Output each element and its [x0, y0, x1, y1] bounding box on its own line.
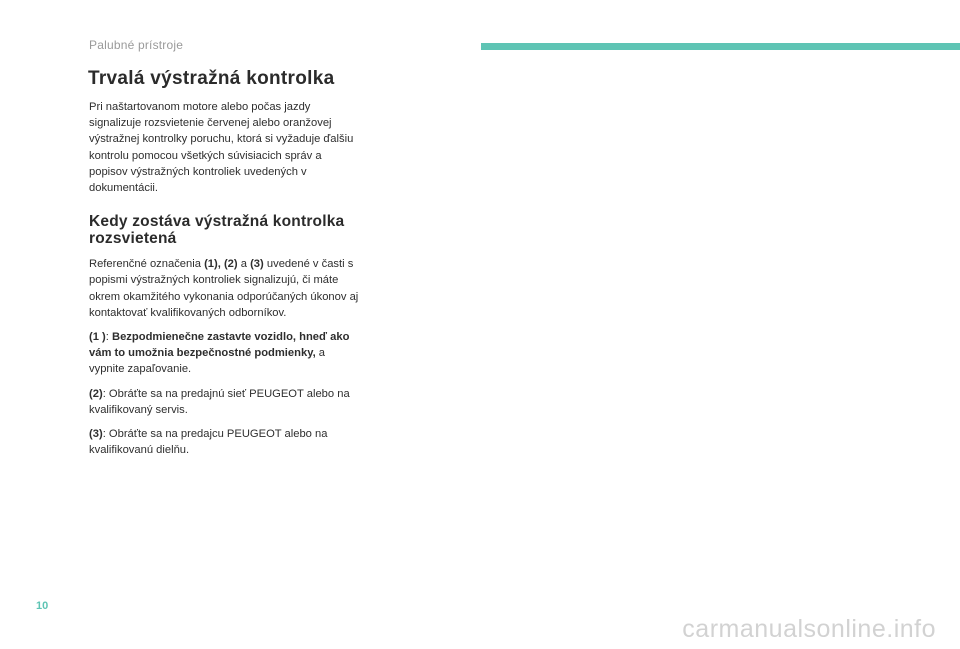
- list-item-2: [89, 386, 359, 418]
- references-prefix: Referenčné označenia: [89, 258, 205, 271]
- section-subheading: Kedy zostáva výstražná kontrolka rozsvietená: [89, 213, 345, 247]
- item-3-text: Obráťte sa na predajcu PEUGEOT alebo na kvalifikovanú dielňu.: [89, 428, 328, 457]
- item-1-marker: (1 ): [89, 331, 106, 344]
- watermark: carmanualsonline.info: [682, 615, 936, 643]
- item-1-bold-text: Bezpodmienečne zastavte vozidlo, hneď ako vám to umožnia bezpečnostné podmienky,: [89, 331, 350, 360]
- intro-paragraph: Pri naštartovanom motore alebo počas jazdy signalizuje rozsvietenie červenej alebo oranžovej výstražnej kontrolky poruchu, ktorá si vyžaduje ďalšiu kontrolu pomocou všetkých súvisiacich správ a popisov výstražných kontroliek uvedených v dokumentácii.: [89, 101, 354, 195]
- references-and: a: [237, 258, 251, 271]
- page-title: Trvalá výstražná kontrolka: [88, 68, 335, 89]
- item-2-text: Obráťte sa na predajnú sieť PEUGEOT alebo na kvalifikovaný servis.: [89, 387, 350, 416]
- item-1-text: a vypnite zapaľovanie.: [89, 347, 326, 376]
- item-3-marker: (3): [89, 428, 103, 441]
- references-text: uvedené v časti s popismi výstražných kontroliek signalizujú, či máte okrem okamžitého vykonania odporúčaných úkonov aj kontaktovať kvalifikovaných odborníkov.: [89, 258, 359, 319]
- reference-marker-3: (3): [250, 258, 264, 271]
- content-column: [89, 99, 359, 466]
- section-label: Palubné prístroje: [89, 38, 184, 52]
- item-2-separator: :: [102, 387, 109, 400]
- list-item-3: [89, 426, 359, 458]
- header-accent-bar: [481, 43, 960, 50]
- reference-markers-1-2: (1), (2): [204, 258, 238, 271]
- item-1-separator: :: [105, 331, 112, 344]
- item-2-marker: (2): [89, 387, 103, 400]
- references-paragraph: [89, 256, 359, 321]
- list-item-1: [89, 329, 359, 378]
- item-3-separator: :: [102, 428, 109, 441]
- page-number: 10: [36, 600, 49, 612]
